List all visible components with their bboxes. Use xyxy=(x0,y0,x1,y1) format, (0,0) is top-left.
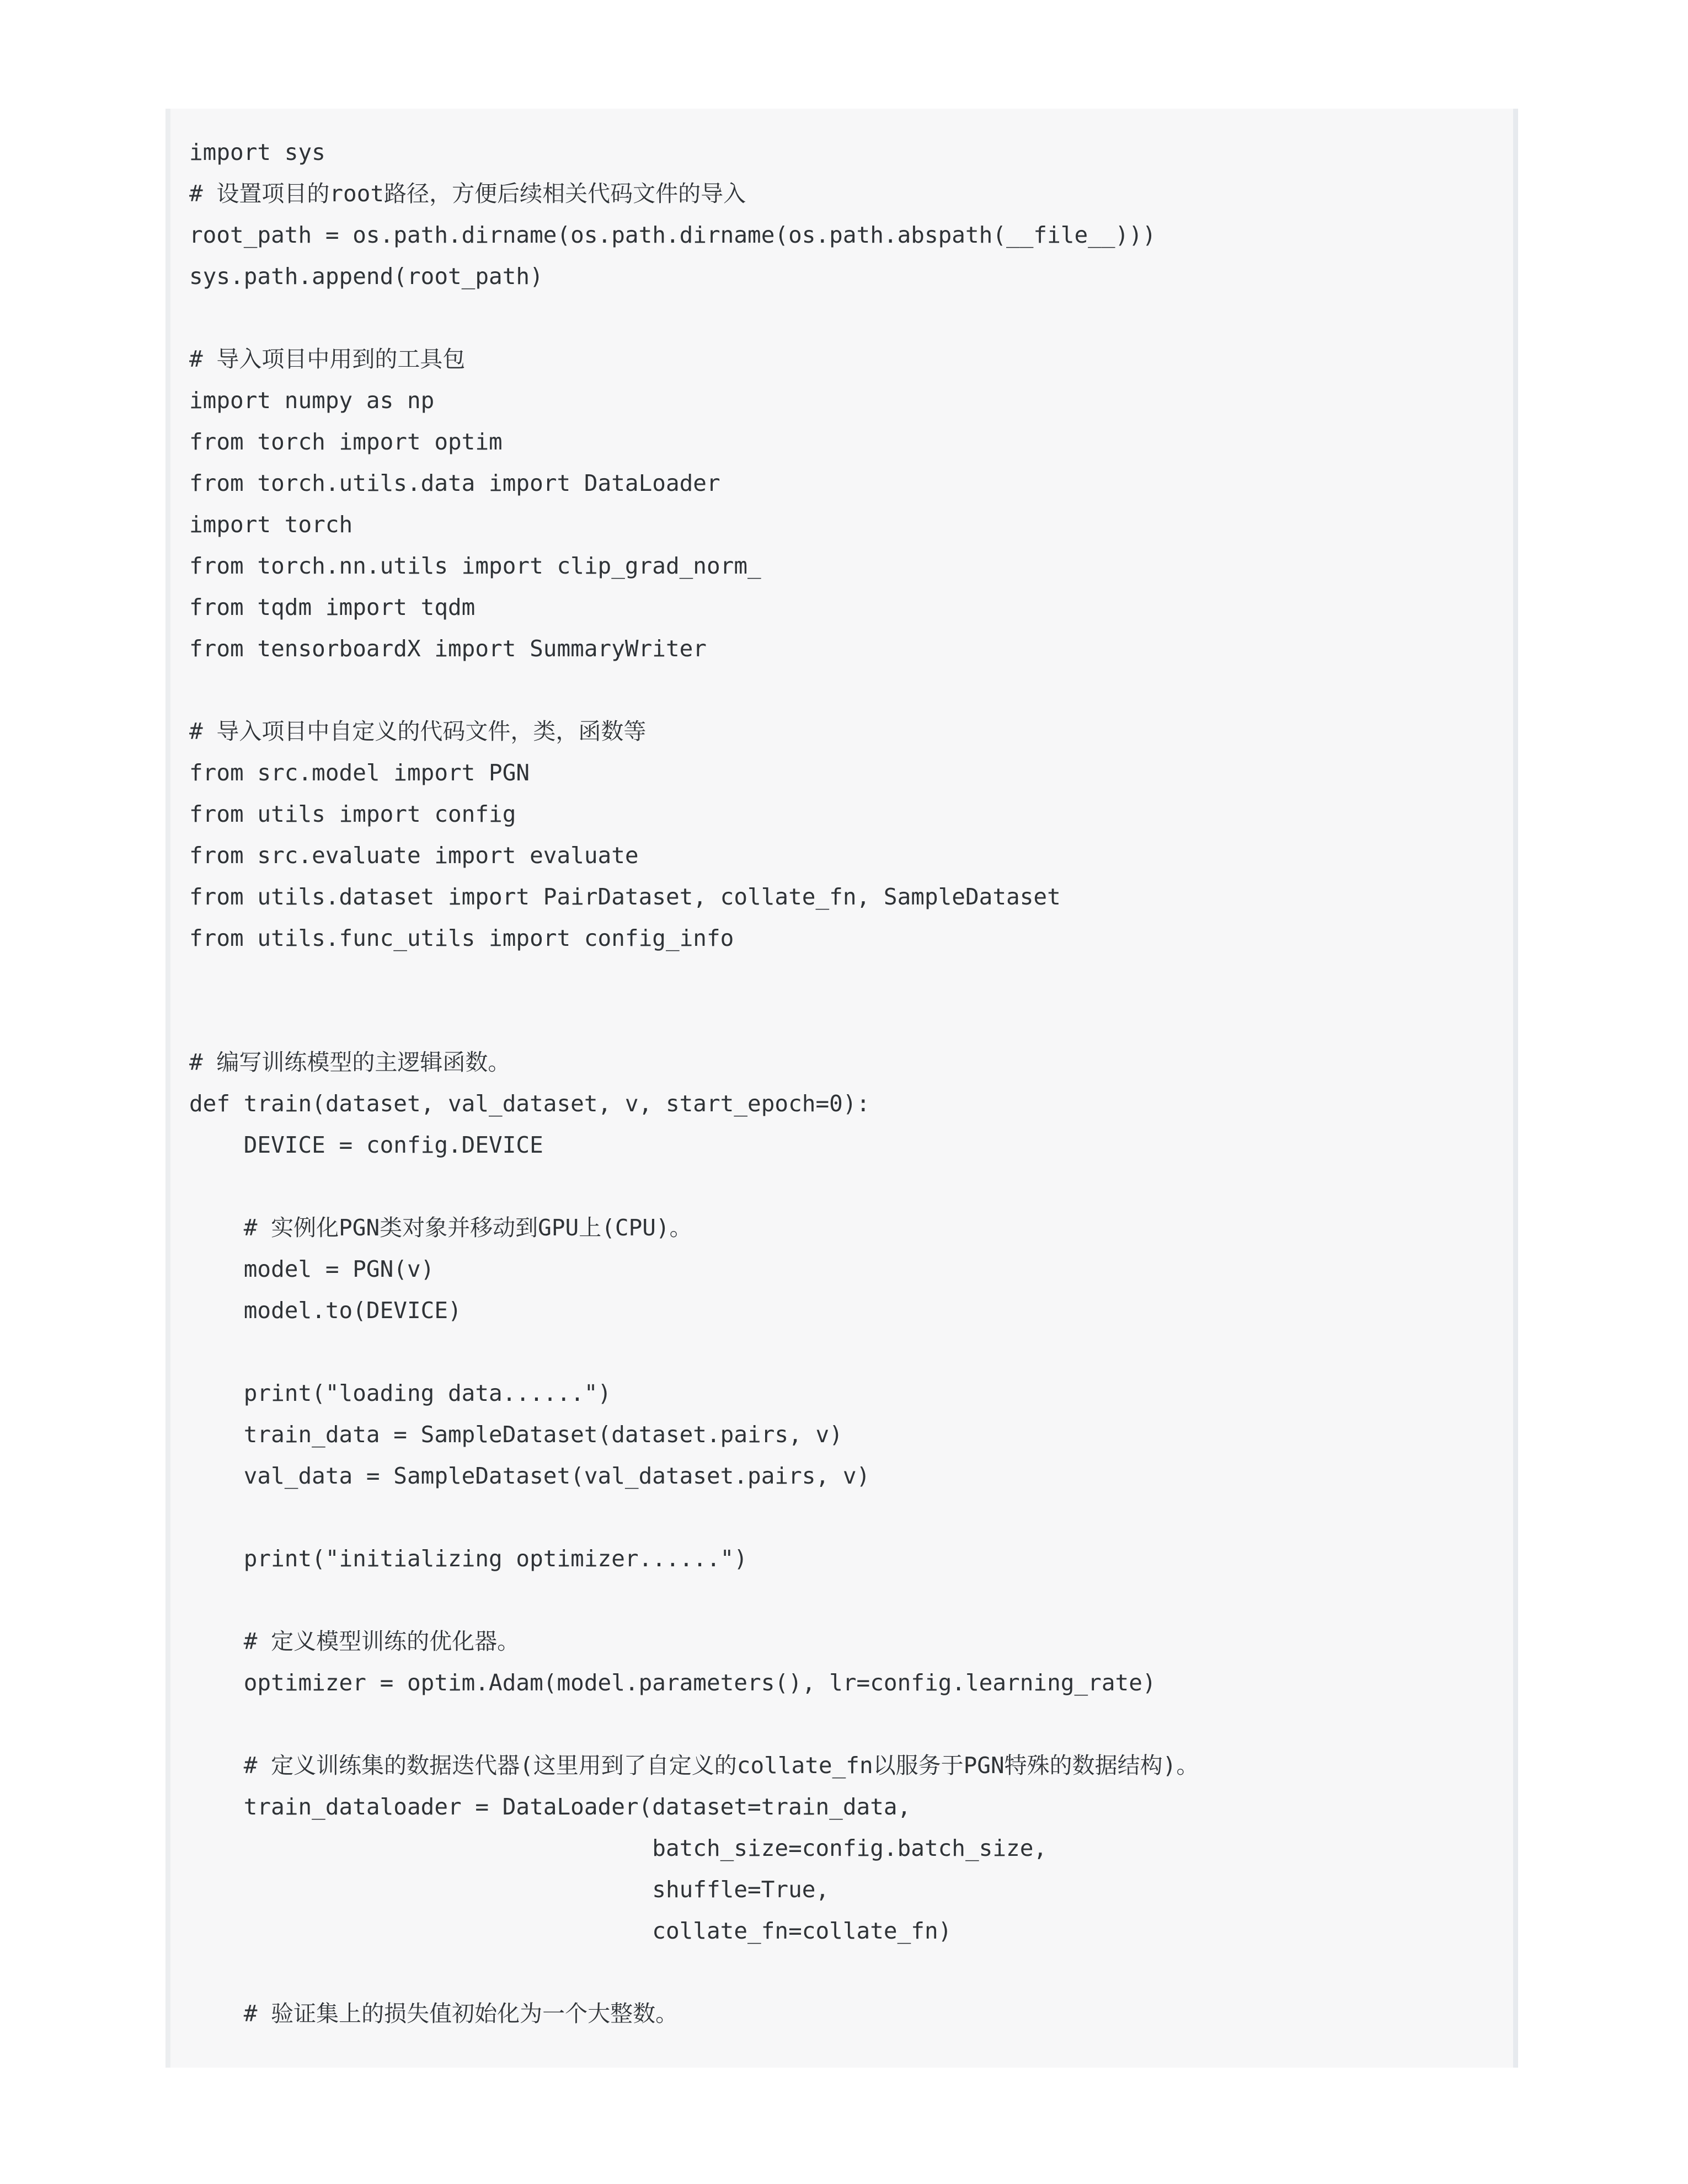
code-line: # 导入项目中自定义的代码文件，类，函数等 xyxy=(189,718,647,745)
code-line: print("loading data......") xyxy=(189,1380,612,1406)
code-line: # 验证集上的损失值初始化为一个大整数。 xyxy=(189,2000,679,2027)
code-line: from tensorboardX import SummaryWriter xyxy=(189,635,707,662)
code-line: import sys xyxy=(189,139,325,165)
code-line: def train(dataset, val_dataset, v, start_epoch=0): xyxy=(189,1090,870,1117)
code-line: train_dataloader = DataLoader(dataset=train_data, xyxy=(189,1794,911,1820)
code-line-blank xyxy=(170,1952,1513,1993)
code-line: optimizer = optim.Adam(model.parameters(), lr=config.learning_rate) xyxy=(189,1669,1156,1696)
code-line: batch_size=config.batch_size, xyxy=(189,1835,1048,1861)
code-line-blank xyxy=(170,1497,1513,1538)
code-line: import torch xyxy=(189,511,353,538)
code-line-blank xyxy=(170,959,1513,1000)
code-line: # 设置项目的root路径，方便后续相关代码文件的导入 xyxy=(189,180,746,207)
code-lines-container xyxy=(170,132,1513,2035)
code-line: model.to(DEVICE) xyxy=(189,1297,462,1324)
code-line: sys.path.append(root_path) xyxy=(189,263,543,290)
code-line-blank xyxy=(170,1331,1513,1373)
code-line: collate_fn=collate_fn) xyxy=(189,1918,952,1944)
code-line-blank xyxy=(170,1704,1513,1745)
code-line: print("initializing optimizer......") xyxy=(189,1545,748,1572)
code-line: from torch.utils.data import DataLoader xyxy=(189,470,720,496)
code-line-blank xyxy=(170,670,1513,711)
code-line: train_data = SampleDataset(dataset.pairs, v) xyxy=(189,1421,843,1448)
code-block xyxy=(165,109,1518,2068)
code-line-blank xyxy=(170,297,1513,339)
code-line: val_data = SampleDataset(val_dataset.pairs, v) xyxy=(189,1463,870,1489)
code-line: from src.evaluate import evaluate xyxy=(189,842,639,869)
code-line-blank xyxy=(170,1000,1513,1042)
code-line: from src.model import PGN xyxy=(189,759,530,786)
code-line: from torch.nn.utils import clip_grad_norm_ xyxy=(189,553,761,579)
code-line: # 定义模型训练的优化器。 xyxy=(189,1628,520,1655)
code-line: # 导入项目中用到的工具包 xyxy=(189,346,466,372)
code-line: shuffle=True, xyxy=(189,1876,830,1903)
code-line: from utils.dataset import PairDataset, collate_fn, SampleDataset xyxy=(189,884,1061,910)
code-line: root_path = os.path.dirname(os.path.dirname(os.path.abspath(__file__))) xyxy=(189,222,1156,248)
code-line: # 实例化PGN类对象并移动到GPU上(CPU)。 xyxy=(189,1214,692,1241)
code-line: from utils import config xyxy=(189,801,516,827)
code-line: import numpy as np xyxy=(189,387,435,414)
code-line: from torch import optim xyxy=(189,429,503,455)
code-line: from utils.func_utils import config_info xyxy=(189,925,734,951)
code-line-blank xyxy=(170,1166,1513,1207)
code-line-blank xyxy=(170,1580,1513,1621)
code-line: # 编写训练模型的主逻辑函数。 xyxy=(189,1049,511,1075)
code-line: # 定义训练集的数据迭代器(这里用到了自定义的collate_fn以服务于PGN特殊的数据结构)。 xyxy=(189,1752,1199,1779)
code-line: from tqdm import tqdm xyxy=(189,594,476,620)
code-line: DEVICE = config.DEVICE xyxy=(189,1132,543,1158)
code-line: model = PGN(v) xyxy=(189,1256,435,1282)
